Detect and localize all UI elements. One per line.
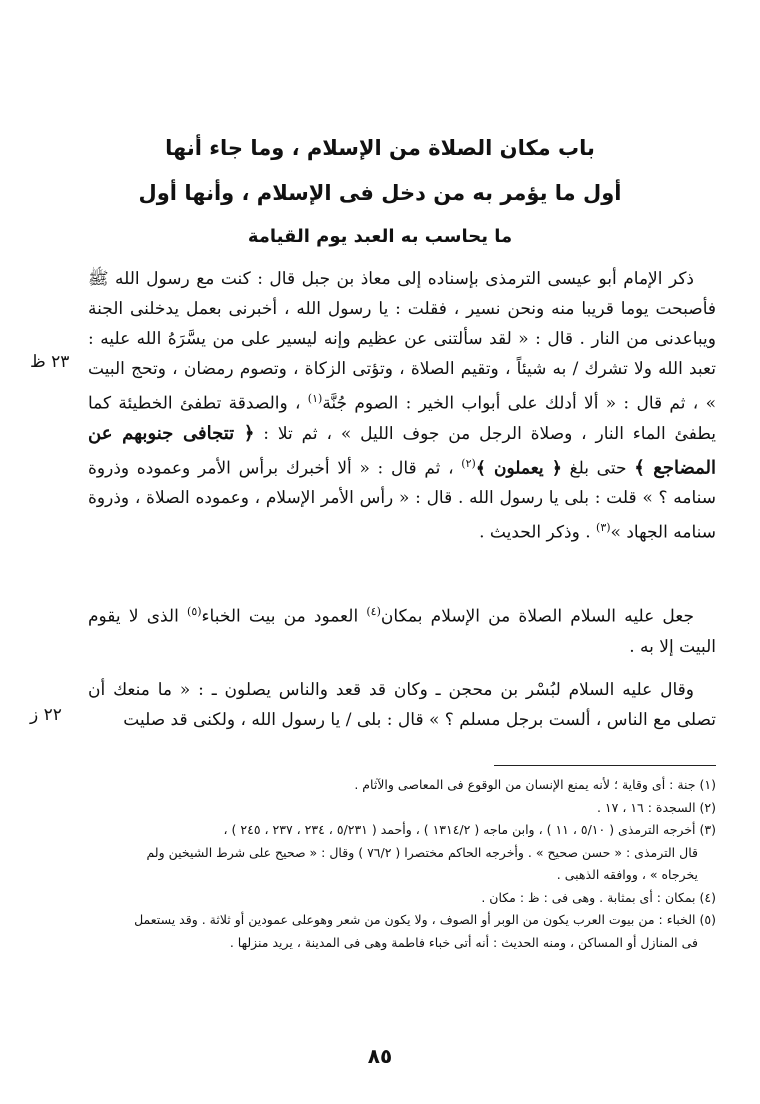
footnote-3: (٣) أخرجه الترمذى ( ٥/١٠ ، ١١ ) ، وابن ماجه ( ١٣١٤/٢ ) ، وأحمد ( ٥/٢٣١ ، ٢٣٤ ، ٢٣٧ ، ٢٤٥ ) ،	[223, 822, 716, 837]
paragraph-1	[88, 264, 716, 548]
paragraph-2-text-a: جعل عليه السلام الصلاة من الإسلام بمكان	[380, 606, 695, 627]
paragraph-1-text-b: ، والصدقة تطفئ الخطيئة كما يطفئ الماء النار ، وصلاة الرجل من جوف الليل » ، ثم تلا :	[88, 393, 716, 444]
paragraph-1-text-a: ذكر الإمام أبو عيسى الترمذى بإسناده إلى معاذ بن جبل قال : كنت مع رسول الله ﷺ فأصبحت يوما قريبا منه ونحن نسير ، فقلت : يا رسول الله ، أخبرنى بعمل يدخلنى الجنة ويباعدنى من النار . قال : « لقد سألتنى عن عظيم وإنه ليسير على من يسَّرَهُ الله عليه : تعبد الله ولا تشرك / به شيئاً ، وتقيم الصلاة ، وتؤتى الزكاة ، وتصوم رمضان ، وتحج البيت » ، ثم قال : « ألا أدلك على أبواب الخير : الصوم جُنَّة	[88, 269, 716, 414]
paragraph-1-text-e: . وذكر الحديث .	[479, 522, 597, 543]
chapter-title-line-1: باب مكان الصلاة من الإسلام ، وما جاء أنها	[165, 136, 595, 160]
footnote-5: (٥) الخباء : من بيوت العرب يكون من الوبر أو الصوف ، ولا يكون من شعر وهوعلى عمودين أو ثلاثة . وقد يستعمل	[134, 912, 716, 927]
footnote-ref-4: (٤)	[366, 605, 381, 618]
footnotes	[88, 774, 716, 954]
footnote-2: (٢) السجدة : ١٦ ، ١٧ .	[596, 799, 716, 815]
quran-verse-2: ﴿ يعملون ﴾	[475, 458, 562, 479]
chapter-title-line-3: ما يحاسب به العبد يوم القيامة	[247, 226, 513, 247]
footnote-3-continued-2: يخرجاه » ، ووافقه الذهبى .	[556, 867, 698, 882]
paragraph-2-text-b: العمود من بيت الخباء	[201, 606, 367, 627]
paragraph-2	[88, 597, 716, 662]
footnote-ref-3: (٣)	[596, 521, 611, 535]
paragraph-3	[88, 675, 716, 735]
footnote-ref-1: (١)	[307, 392, 323, 405]
footnote-ref-5: (٥)	[187, 605, 202, 618]
footnote-4: (٤) بمكان : أى بمثابة . وهى فى : ظ : مكان .	[481, 889, 716, 905]
footnote-1: (١) جنة : أى وقاية ؛ لأنه يمنع الإنسان من الوقوع فى المعاصى والآثام .	[354, 777, 716, 792]
paragraph-1-text-d: ، ثم قال : « ألا أخبرك برأس الأمر وعموده وذروة سنامه ؟ » قلت : بلى يا رسول الله . قال : « رأس الأمر الإسلام ، وعموده الصلاة ، وذروة سنامه الجهاد »	[88, 458, 716, 543]
chapter-title-line-2: أول ما يؤمر به من دخل فى الإسلام ، وأنها أول	[138, 181, 622, 205]
footnote-separator	[494, 765, 716, 766]
footnote-ref-2: (٢)	[461, 456, 476, 470]
margin-marker-2: ٢٢ ز	[30, 705, 62, 725]
margin-marker-1: ٢٣ ظ	[30, 352, 70, 372]
paragraph-1-text-c: حتى بلغ	[561, 458, 635, 479]
page-number: ٨٥	[367, 1044, 393, 1068]
footnote-5-continued: فى المنازل أو المساكن ، ومنه الحديث : أنه أتى خباء فاطمة وهى فى المدينة ، يريد منزلها .	[229, 934, 698, 950]
footnote-3-continued: قال الترمذى : « حسن صحيح » . وأخرجه الحاكم مختصرا ( ٧٦/٢ ) وقال : « صحيح على شرط الشيخين ولم	[146, 844, 698, 860]
paragraph-2-text-c: الذى لا يقوم البيت إلا به .	[88, 606, 716, 657]
quran-verse-1: ﴿ تتجافى جنوبهم عن المضاجع ﴾	[88, 422, 716, 479]
paragraph-3-text: وقال عليه السلام لبُسْر بن محجن ـ وكان قد قعد والناس يصلون ـ : « ما منعك أن تصلى مع الناس ، ألست برجل مسلم ؟ » قال : بلى / يا رسول الله ، ولكنى قد صليت	[88, 680, 716, 730]
